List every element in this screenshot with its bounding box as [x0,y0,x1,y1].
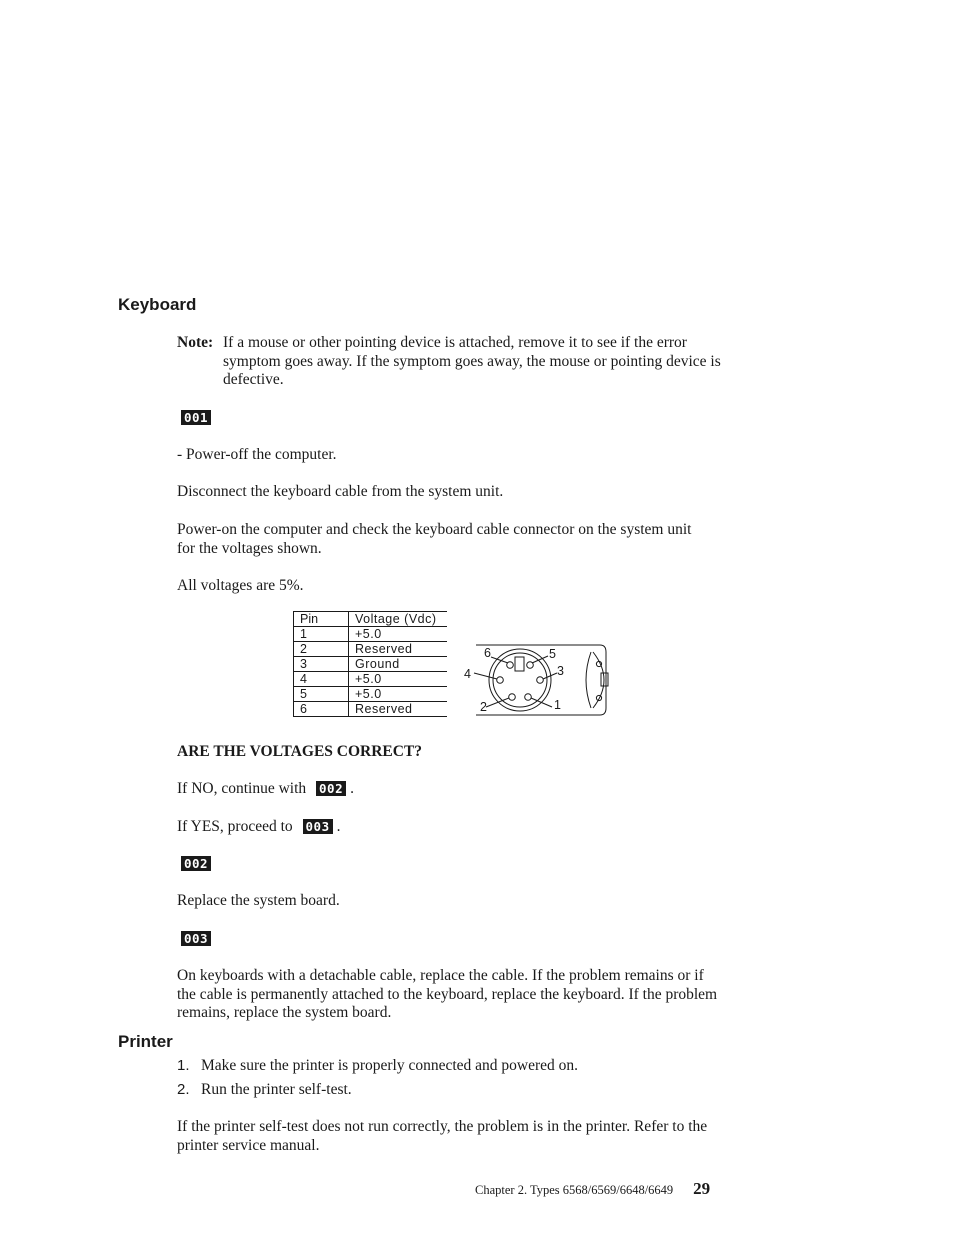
list-item-text: Make sure the printer is properly connected and powered on. [201,1057,579,1074]
table-cell-pin: 2 [294,642,349,657]
list-item-number: 2. [177,1080,190,1098]
note-label: Note: [177,334,214,351]
step-label-001: 001 [181,410,211,425]
connector-pin-label-3: 3 [557,664,564,678]
if-yes-line [177,818,340,837]
table-header-voltage: Voltage (Vdc) [349,612,448,627]
if-no-text: If NO, continue with [177,780,307,797]
list-item [177,1057,722,1076]
voltage-tolerance-text: All voltages are 5%. [177,577,304,594]
table-row [294,702,448,717]
section-heading-keyboard: Keyboard [118,295,197,314]
detachable-cable-instruction: On keyboards with a detachable cable, replace the cable. If the problem remains or if the cable is permanently attached to the keyboard, replace the keyboard. If the problem remains, replace the system board. [177,967,718,1021]
if-yes-text: If YES, proceed to [177,818,293,835]
table-cell-pin: 6 [294,702,349,717]
footer-chapter: Chapter 2. Types 6568/6569/6648/6649 [475,1183,674,1197]
table-cell-voltage: Reserved [349,642,448,657]
replace-board-instruction: Replace the system board. [177,892,340,909]
printer-steps-list [177,1057,722,1104]
table-row [294,657,448,672]
voltage-question: ARE THE VOLTAGES CORRECT? [177,743,423,760]
table-header-pin: Pin [294,612,349,627]
table-row [294,642,448,657]
table-row [294,687,448,702]
list-item-number: 1. [177,1057,190,1074]
list-item-text: Run the printer self-test. [201,1080,352,1098]
section-heading-printer: Printer [118,1032,173,1051]
table-cell-voltage: +5.0 [349,672,448,687]
table-cell-pin: 1 [294,627,349,642]
connector-pin-label-1: 1 [554,698,561,712]
list-item [177,1081,722,1100]
table-row [294,627,448,642]
if-no-line [177,780,354,799]
note-text: If a mouse or other pointing device is attached, remove it to see if the error symptom goes away. If the symptom goes away, the mouse or pointing device is defective. [223,334,721,388]
connector-pin-label-4: 4 [464,667,471,681]
table-cell-pin: 4 [294,672,349,687]
table-row [294,672,448,687]
table-cell-pin: 5 [294,687,349,702]
step-label-002: 002 [181,856,211,871]
power-off-instruction: - Power-off the computer. [177,446,337,463]
step-link-002[interactable]: 002 [316,781,346,796]
keyboard-connector-diagram [460,640,615,720]
period: . [336,818,341,835]
connector-pin-label-2: 2 [480,700,487,714]
connector-pin-label-6: 6 [484,646,491,660]
printer-self-test-text: If the printer self-test does not run correctly, the problem is in the printer. Refer to the printer service manual. [177,1118,708,1154]
connector-pin-label-5: 5 [549,647,556,661]
period: . [350,780,354,797]
table-cell-voltage: Ground [349,657,448,672]
disconnect-instruction: Disconnect the keyboard cable from the system unit. [177,483,504,500]
table-cell-voltage: +5.0 [349,627,448,642]
page-number: 29 [693,1179,711,1198]
note [177,334,722,390]
step-link-003[interactable]: 003 [303,819,333,834]
power-on-instruction: Power-on the computer and check the keyboard cable connector on the system unit for the voltages shown. [177,521,692,557]
table-cell-pin: 3 [294,657,349,672]
step-label-003: 003 [181,931,211,946]
table-cell-voltage: +5.0 [349,687,448,702]
voltage-table [293,611,447,717]
page-footer [475,1180,710,1200]
voltage-table-header [294,612,448,627]
table-cell-voltage: Reserved [349,702,448,717]
